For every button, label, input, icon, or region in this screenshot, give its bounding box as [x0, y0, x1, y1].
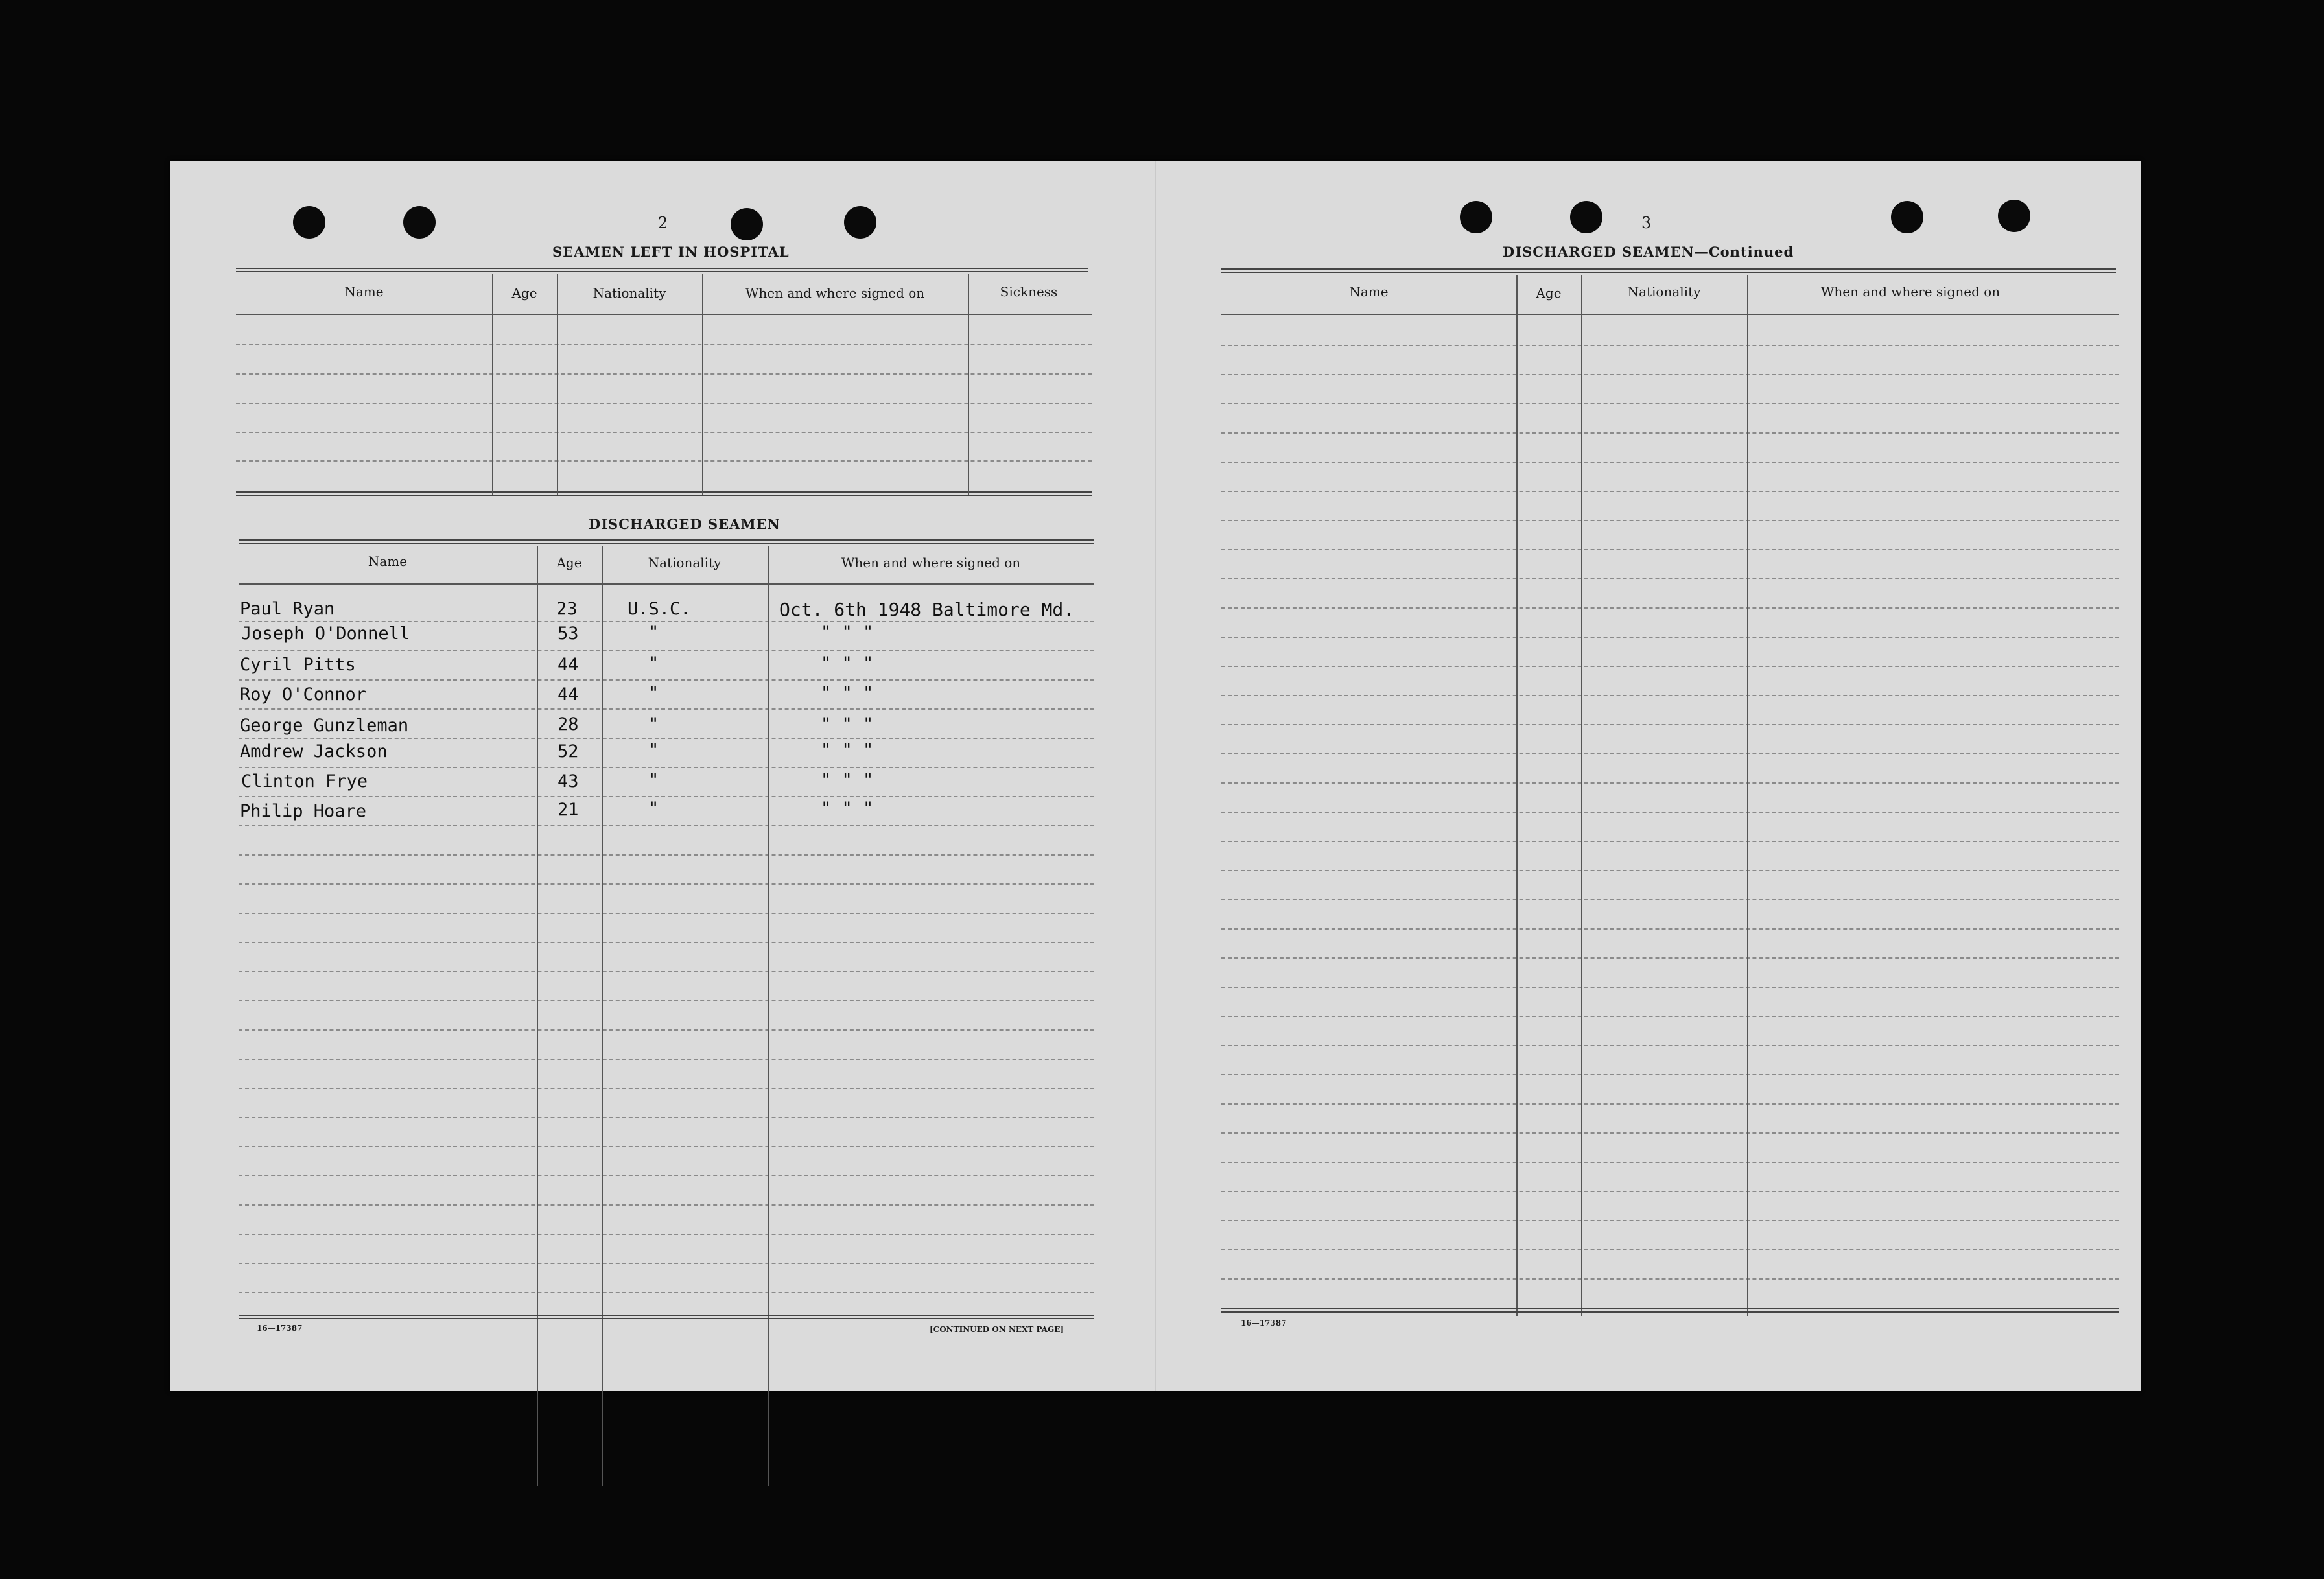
- seaman-age: 53: [558, 624, 579, 644]
- header-rule: [1221, 314, 2119, 315]
- row-line: [239, 1029, 1094, 1031]
- column-header: When and where signed on: [841, 555, 1021, 570]
- table-top-rule: [236, 268, 1088, 272]
- row-line: [1221, 345, 2119, 346]
- column-divider: [768, 546, 769, 1486]
- discharged-section-title: DISCHARGED SEAMEN: [589, 516, 781, 532]
- row-line: [1221, 812, 2119, 813]
- page-number-left: 2: [658, 214, 668, 232]
- column-divider: [1516, 275, 1518, 1316]
- row-line: [239, 796, 1094, 797]
- row-line: [239, 1088, 1094, 1089]
- form-number: 16—17387: [1241, 1318, 1287, 1328]
- center-fold: [1155, 161, 1156, 1391]
- seaman-signed-on: " " ": [821, 799, 874, 819]
- table-bottom-rule: [236, 491, 1092, 496]
- column-header: Age: [511, 285, 537, 301]
- row-line: [1221, 841, 2119, 842]
- row-line: [1221, 870, 2119, 871]
- seaman-name: Roy O'Connor: [240, 684, 367, 705]
- row-line: [239, 1204, 1094, 1206]
- column-header: Name: [368, 554, 408, 569]
- seaman-age: 44: [558, 684, 579, 705]
- row-line: [1221, 1103, 2119, 1105]
- column-divider: [537, 546, 538, 1486]
- column-divider: [1581, 275, 1582, 1316]
- row-line: [239, 825, 1094, 826]
- row-line: [1221, 987, 2119, 988]
- seaman-age: 28: [558, 714, 579, 734]
- row-line: [236, 344, 1092, 345]
- seaman-signed-on: " " ": [821, 683, 874, 703]
- row-line: [236, 432, 1092, 433]
- row-line: [1221, 695, 2119, 696]
- row-line: [1221, 957, 2119, 959]
- row-line: [1221, 520, 2119, 521]
- seaman-name: George Gunzleman: [240, 716, 409, 736]
- row-line: [239, 971, 1094, 972]
- column-divider: [702, 274, 703, 495]
- punch-hole: [1460, 201, 1492, 233]
- row-line: [1221, 782, 2119, 784]
- row-line: [1221, 432, 2119, 434]
- seaman-name: Amdrew Jackson: [240, 742, 388, 762]
- column-header: Nationality: [648, 555, 722, 570]
- row-line: [1221, 928, 2119, 930]
- row-line: [239, 650, 1094, 651]
- row-line: [239, 1000, 1094, 1001]
- column-header: Sickness: [1000, 284, 1058, 299]
- row-line: [236, 460, 1092, 462]
- punch-hole: [293, 206, 325, 239]
- table-bottom-rule: [1221, 1308, 2119, 1313]
- column-header: Nationality: [593, 285, 666, 301]
- column-header: When and where signed on: [745, 285, 925, 301]
- punch-hole: [1570, 201, 1602, 233]
- row-line: [1221, 578, 2119, 579]
- seaman-signed-on: " " ": [821, 770, 874, 790]
- column-header: Name: [344, 284, 384, 299]
- seaman-name: Clinton Frye: [241, 771, 368, 791]
- seaman-nationality: ": [648, 799, 659, 819]
- seaman-age: 21: [558, 800, 579, 820]
- row-line: [1221, 1249, 2119, 1250]
- row-line: [1221, 724, 2119, 725]
- continued-section-title: DISCHARGED SEAMEN—Continued: [1503, 244, 1794, 260]
- row-line: [239, 1146, 1094, 1147]
- row-line: [239, 854, 1094, 856]
- seaman-nationality: U.S.C.: [628, 599, 691, 619]
- row-line: [1221, 491, 2119, 492]
- column-header: Age: [556, 555, 582, 570]
- row-line: [239, 1117, 1094, 1118]
- punch-hole: [844, 206, 876, 239]
- seaman-age: 43: [558, 771, 579, 791]
- row-line: [239, 708, 1094, 710]
- column-divider: [1747, 275, 1748, 1316]
- row-line: [1221, 549, 2119, 550]
- row-line: [239, 1234, 1094, 1235]
- document-sheet: [170, 161, 2141, 1391]
- row-line: [239, 1059, 1094, 1060]
- column-divider: [557, 274, 558, 495]
- seaman-signed-on: " " ": [821, 653, 874, 673]
- row-line: [1221, 1220, 2119, 1221]
- seaman-nationality: ": [648, 622, 659, 642]
- seaman-name: Paul Ryan: [240, 599, 335, 619]
- row-line: [239, 1263, 1094, 1264]
- row-line: [1221, 666, 2119, 667]
- seaman-name: Philip Hoare: [240, 801, 367, 821]
- column-header: Name: [1349, 284, 1389, 299]
- row-line: [1221, 899, 2119, 900]
- row-line: [1221, 1045, 2119, 1046]
- continued-note: [CONTINUED ON NEXT PAGE]: [930, 1325, 1064, 1334]
- row-line: [236, 373, 1092, 375]
- row-line: [1221, 1016, 2119, 1017]
- punch-hole: [1998, 200, 2030, 232]
- seaman-nationality: ": [648, 714, 659, 734]
- punch-hole: [403, 206, 436, 239]
- row-line: [239, 1292, 1094, 1293]
- column-header: Age: [1536, 285, 1562, 301]
- seaman-age: 44: [558, 655, 579, 675]
- table-top-rule: [1221, 268, 2116, 273]
- row-line: [1221, 462, 2119, 463]
- row-line: [1221, 1191, 2119, 1192]
- row-line: [239, 1175, 1094, 1176]
- header-rule: [239, 583, 1094, 585]
- row-line: [1221, 403, 2119, 404]
- row-line: [1221, 374, 2119, 375]
- seaman-name: Cyril Pitts: [240, 655, 356, 675]
- seaman-age: 23: [556, 599, 578, 619]
- seaman-nationality: ": [648, 653, 659, 673]
- seaman-nationality: ": [648, 740, 659, 760]
- punch-hole: [1891, 201, 1923, 233]
- row-line: [1221, 753, 2119, 754]
- seaman-name: Joseph O'Donnell: [241, 624, 410, 644]
- seaman-signed-on: Oct. 6th 1948 Baltimore Md.: [779, 599, 1075, 620]
- row-line: [239, 913, 1094, 914]
- seaman-signed-on: " " ": [821, 622, 874, 642]
- row-line: [1221, 1132, 2119, 1134]
- row-line: [239, 621, 1094, 622]
- row-line: [239, 883, 1094, 885]
- seaman-signed-on: " " ": [821, 714, 874, 734]
- row-line: [1221, 1278, 2119, 1280]
- row-line: [239, 942, 1094, 943]
- seaman-signed-on: " " ": [821, 740, 874, 760]
- column-divider: [968, 274, 969, 495]
- page-number-right: 3: [1641, 214, 1652, 232]
- row-line: [1221, 1162, 2119, 1163]
- hospital-section-title: SEAMEN LEFT IN HOSPITAL: [552, 244, 790, 260]
- form-number: 16—17387: [257, 1324, 303, 1333]
- row-line: [1221, 637, 2119, 638]
- column-divider: [492, 274, 493, 495]
- column-divider: [602, 546, 603, 1486]
- seaman-age: 52: [558, 742, 579, 762]
- header-rule: [236, 314, 1092, 315]
- row-line: [1221, 607, 2119, 609]
- punch-hole: [731, 208, 763, 240]
- seaman-nationality: ": [648, 770, 659, 790]
- row-line: [239, 679, 1094, 681]
- row-line: [239, 767, 1094, 768]
- row-line: [236, 403, 1092, 404]
- seaman-nationality: ": [648, 683, 659, 703]
- table-bottom-rule: [239, 1315, 1094, 1319]
- column-header: Nationality: [1627, 284, 1701, 299]
- table-top-rule: [239, 539, 1094, 544]
- row-line: [1221, 1074, 2119, 1075]
- row-line: [239, 738, 1094, 739]
- column-header: When and where signed on: [1820, 284, 2001, 299]
